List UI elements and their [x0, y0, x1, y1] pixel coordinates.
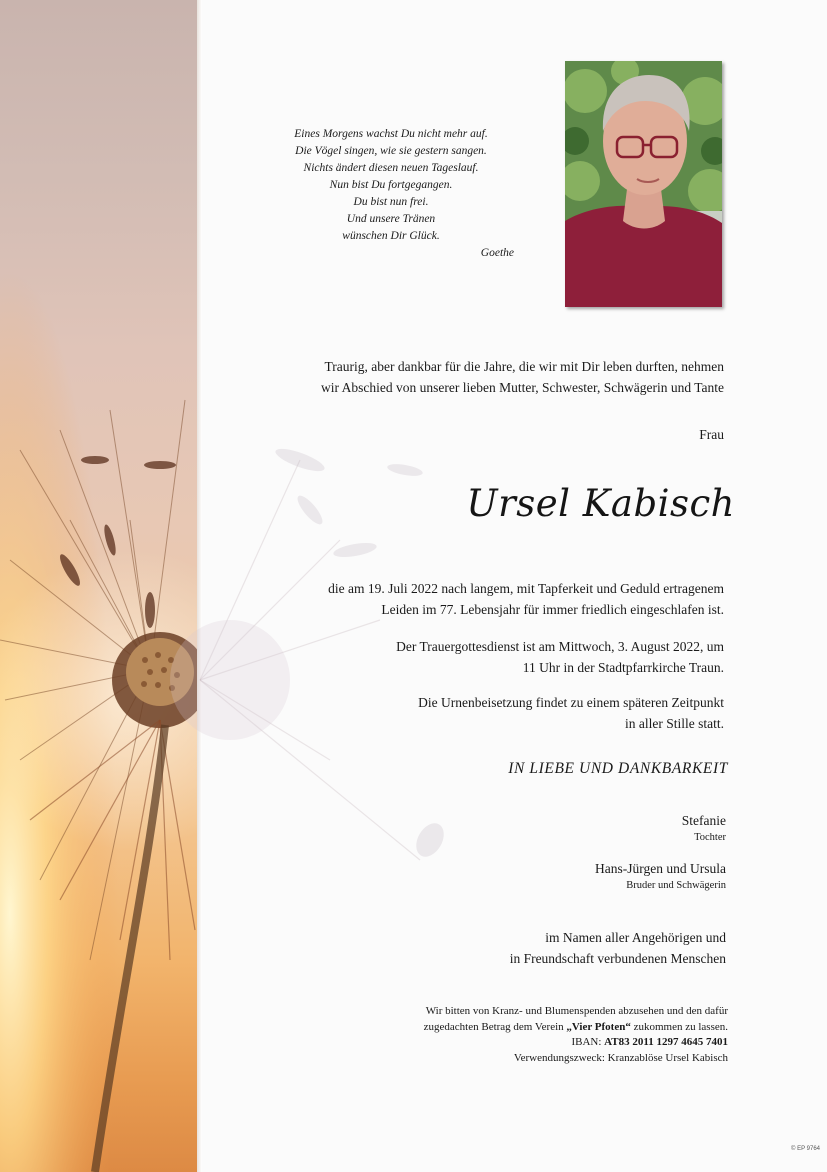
goethe-quote	[262, 126, 520, 262]
portrait-photo	[565, 61, 722, 307]
intro-line: wir Abschied von unserer lieben Mutter, Schwester, Schwägerin und Tante	[321, 380, 724, 395]
donation-text: zugedachten Betrag dem Verein	[423, 1020, 567, 1033]
donation-line	[330, 1020, 728, 1036]
iban-value: AT83 2011 1297 4645 7401	[604, 1036, 728, 1048]
family-note	[400, 927, 726, 969]
intro-text	[238, 356, 724, 398]
quote-line: Nichts ändert diesen neuen Tageslauf.	[303, 162, 479, 174]
deceased-name: Ursel Kabisch	[466, 482, 735, 525]
family-line: in Freundschaft verbundenen Menschen	[509, 951, 726, 966]
service-line: 11 Uhr in der Stadtpfarrkirche Traun.	[522, 660, 724, 675]
death-notice	[236, 578, 724, 620]
mourner-name: Stefanie	[681, 813, 726, 828]
mourner-entry	[426, 811, 726, 845]
funeral-service-info	[300, 636, 724, 678]
urn-line: Die Urnenbeisetzung findet zu einem späteren Zeitpunkt	[418, 695, 724, 710]
mourner-relation: Tochter	[694, 832, 726, 843]
mourner-relation: Bruder und Schwägerin	[626, 880, 726, 891]
quote-line: wünschen Dir Glück.	[342, 230, 440, 242]
salutation: Frau	[699, 427, 724, 442]
donation-text: zukommen zu lassen.	[630, 1020, 728, 1033]
quote-line: Eines Morgens wachst Du nicht mehr auf.	[294, 128, 488, 140]
mourner-entry	[426, 859, 726, 893]
quote-line: Und unsere Tränen	[346, 213, 436, 225]
service-line: Der Trauergottesdienst ist am Mittwoch, 3. August 2022, um	[396, 639, 724, 654]
quote-author: Goethe	[480, 247, 514, 259]
mourner-name: Hans-Jürgen und Ursula	[595, 861, 726, 876]
portrait-image	[565, 61, 722, 307]
donation-line: Wir bitten von Kranz- und Blumenspenden abzusehen und den dafür	[425, 1005, 728, 1017]
urn-burial-info	[330, 692, 724, 734]
charity-name: „Vier Pfoten“	[566, 1020, 631, 1033]
quote-line: Die Vögel singen, wie sie gestern sangen.	[295, 145, 487, 157]
death-line: die am 19. Juli 2022 nach langem, mit Tapferkeit und Geduld ertragenem	[328, 581, 724, 596]
intro-line: Traurig, aber dankbar für die Jahre, die wir mit Dir leben durften, nehmen	[324, 359, 724, 374]
payment-purpose: Verwendungszweck: Kranzablöse Ursel Kabisch	[513, 1051, 728, 1064]
quote-line: Du bist nun frei.	[353, 196, 429, 208]
quote-line: Nun bist Du fortgegangen.	[329, 179, 453, 191]
death-line: Leiden im 77. Lebensjahr für immer friedlich eingeschlafen ist.	[381, 602, 724, 617]
family-line: im Namen aller Angehörigen und	[545, 930, 726, 945]
iban-label: IBAN:	[571, 1036, 605, 1048]
dedication-heading: IN LIEBE UND DANKBARKEIT	[508, 760, 728, 777]
donation-request	[330, 1004, 728, 1066]
urn-line: in aller Stille statt.	[625, 716, 724, 731]
iban-line	[330, 1035, 728, 1051]
print-code: © EP 9764	[791, 1146, 820, 1152]
